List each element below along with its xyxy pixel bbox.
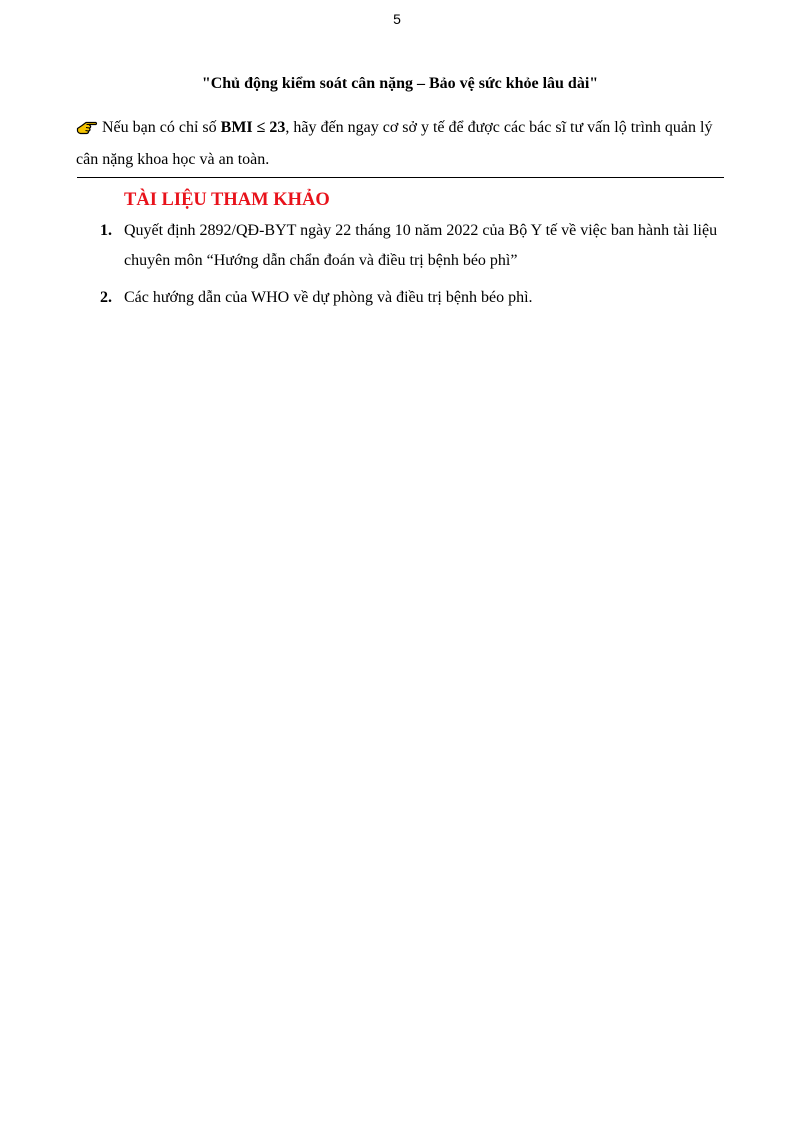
horizontal-divider xyxy=(77,177,724,178)
reference-number: 1. xyxy=(100,222,112,239)
reference-text: Quyết định 2892/QĐ-BYT ngày 22 tháng 10 năm 2022 của Bộ Y tế về việc ban hành tài liệu chuyên môn “Hướng dẫn chẩn đoán và điều trị bệnh béo phì” xyxy=(124,222,718,269)
references-title: TÀI LIỆU THAM KHẢO xyxy=(124,190,330,210)
bmi-threshold: BMI ≤ 23 xyxy=(220,119,286,136)
slogan-heading: "Chủ động kiểm soát cân nặng – Bảo vệ sức khỏe lâu dài" xyxy=(201,75,599,92)
page-number: 5 xyxy=(393,11,401,27)
reference-text: Các hướng dẫn của WHO về dự phòng và điều trị bệnh béo phì. xyxy=(124,289,533,306)
reference-item xyxy=(100,216,724,276)
reference-item xyxy=(100,283,724,313)
advice-text-before: Nếu bạn có chỉ số xyxy=(102,119,221,136)
reference-number: 2. xyxy=(100,289,112,306)
bmi-advice-paragraph xyxy=(76,112,724,176)
advice-text-after: , hãy đến ngay cơ sở y tế để được các bác sĩ tư vấn lộ trình quản lý cân nặng khoa học và an toàn. xyxy=(76,119,713,168)
pointing-hand-icon xyxy=(76,115,98,131)
references-list xyxy=(0,216,794,320)
